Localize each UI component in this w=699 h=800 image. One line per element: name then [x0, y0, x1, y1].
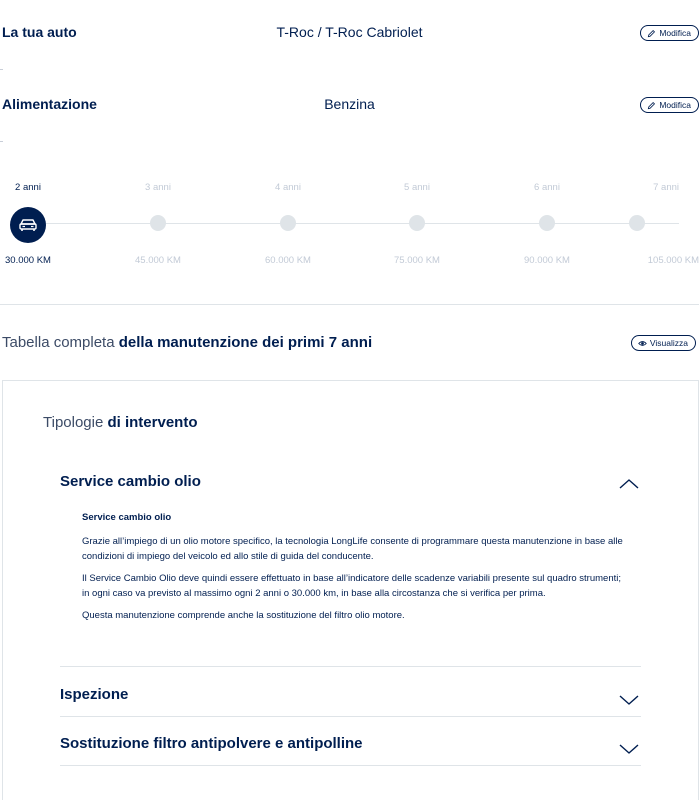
divider-mark [0, 69, 3, 70]
car-icon [18, 218, 38, 232]
timeline-km: 75.000 KM [394, 255, 440, 266]
timeline-track [30, 223, 679, 224]
accordion-paragraph: Grazie all’impiego di un olio motore specifico, la tecnologia LongLife consente di programmare questa manutenzione in base alle condizioni di impiego del veicolo ed allo stile di guida del conducente. [82, 535, 623, 562]
accordion-separator [60, 765, 641, 766]
view-table-button[interactable] [631, 335, 696, 351]
car-value: T-Roc / T-Roc Cabriolet [276, 24, 423, 40]
car-row [0, 18, 699, 48]
accordion-item-sostituzione-filtro [60, 729, 640, 759]
divider-mark [0, 141, 3, 142]
timeline-km: 60.000 KM [265, 255, 311, 266]
timeline-year: 5 anni [404, 182, 430, 193]
chevron-down-icon[interactable] [618, 689, 640, 711]
maintenance-table-title [2, 334, 372, 351]
timeline-dot[interactable] [629, 215, 645, 231]
edit-fuel-label: Modifica [659, 100, 691, 110]
accordion-item-ispezione [60, 680, 640, 710]
accordion-header[interactable] [60, 467, 640, 497]
accordion-separator [60, 666, 641, 667]
timeline-km: 30.000 KM [5, 255, 51, 266]
accordion-paragraph: Il Service Cambio Olio deve quindi essere effettuato in base all’indicatore delle scadenze variabili presente sul quadro strumenti; in ogni caso va previsto al massimo ogni 2 anni o 30.000 km, in base alla circostanza che si verifica per prima. [82, 572, 621, 599]
chevron-up-icon[interactable] [618, 473, 640, 495]
timeline-km: 90.000 KM [524, 255, 570, 266]
maintenance-table-row [0, 332, 699, 356]
timeline-year: 2 anni [15, 182, 41, 193]
timeline-dot[interactable] [280, 215, 296, 231]
maintenance-timeline [0, 170, 699, 280]
accordion-item-service-cambio-olio [60, 467, 640, 497]
edit-fuel-button[interactable] [640, 97, 699, 113]
timeline-year: 3 anni [145, 182, 171, 193]
timeline-dot[interactable] [409, 215, 425, 231]
fuel-label: Alimentazione [2, 96, 97, 112]
edit-car-button[interactable] [640, 25, 699, 41]
timeline-dot-active[interactable] [10, 207, 46, 243]
section-divider [0, 304, 699, 305]
maintenance-table-title-bold: della manutenzione dei primi 7 anni [118, 334, 373, 351]
timeline-dot[interactable] [539, 215, 555, 231]
maintenance-table-title-light: Tabella completa [2, 334, 119, 351]
accordion-title: Ispezione [60, 686, 129, 703]
car-label: La tua auto [2, 24, 77, 40]
accordion-content [82, 510, 627, 629]
interventions-title-bold: di intervento [107, 414, 198, 431]
pencil-icon [647, 29, 656, 38]
timeline-km: 105.000 KM [647, 255, 699, 266]
accordion-title: Service cambio olio [60, 473, 201, 490]
timeline-year: 7 anni [653, 182, 679, 193]
accordion-header[interactable] [60, 680, 640, 710]
eye-icon [638, 339, 647, 348]
accordion-header[interactable] [60, 729, 640, 759]
edit-car-label: Modifica [659, 28, 691, 38]
fuel-value: Benzina [324, 96, 375, 112]
accordion-subtitle: Service cambio olio [82, 512, 172, 523]
accordion-title: Sostituzione filtro antipolvere e antipolline [60, 735, 363, 752]
timeline-dot[interactable] [150, 215, 166, 231]
timeline-km: 45.000 KM [135, 255, 181, 266]
timeline-year: 4 anni [275, 182, 301, 193]
accordion-paragraph: Questa manutenzione comprende anche la sostituzione del filtro olio motore. [82, 609, 405, 621]
view-table-label: Visualizza [649, 338, 688, 348]
chevron-down-icon[interactable] [618, 738, 640, 760]
interventions-title [43, 414, 198, 431]
pencil-icon [647, 101, 656, 110]
interventions-title-light: Tipologie [43, 414, 108, 431]
accordion-separator [60, 716, 641, 717]
timeline-year: 6 anni [534, 182, 560, 193]
fuel-row [0, 90, 699, 120]
